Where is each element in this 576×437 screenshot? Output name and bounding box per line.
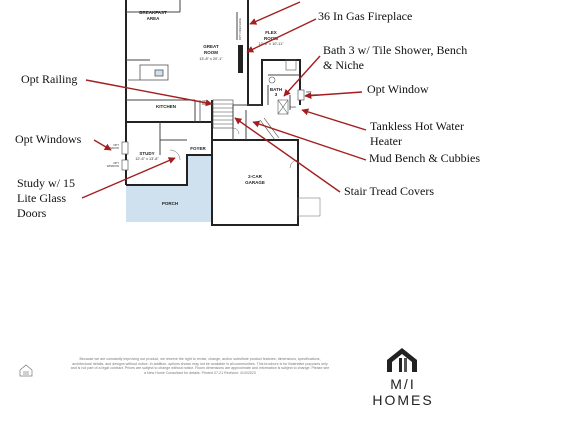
callout-opt-railing: Opt Railing xyxy=(21,72,78,86)
opt-railing-label: OPT xyxy=(202,99,208,103)
fireplace-unit xyxy=(238,45,243,73)
opt-window-left-label: OPT xyxy=(113,143,119,147)
ahu-label: AHU xyxy=(290,105,296,109)
study-dim: 12'-6" x 13'-8" xyxy=(135,157,159,161)
callout-mud-bench: Mud Bench & Cubbies xyxy=(369,151,480,165)
callout-opt-windows: Opt Windows xyxy=(15,132,82,146)
callout-stair-covers: Stair Tread Covers xyxy=(344,184,434,198)
kitchen-fixtures xyxy=(128,65,200,122)
study-label: STUDY xyxy=(139,151,155,156)
porch-label: PORCH xyxy=(161,201,179,206)
arrow-fireplace xyxy=(247,19,316,52)
opt-window-right-label-2: WINDOW xyxy=(306,93,319,97)
opt-window-right-label: OPT xyxy=(306,90,312,94)
arrow-top xyxy=(250,2,300,24)
garage-label-2: GARAGE xyxy=(245,180,265,185)
breakfast-label-2: AREA xyxy=(146,16,160,21)
garage-label: 2-CAR xyxy=(248,174,262,179)
callout-bath3 xyxy=(323,43,467,73)
bath-label: BATH xyxy=(269,87,283,92)
great-room-label-2: ROOM xyxy=(204,50,218,55)
bath-label-2: 3 xyxy=(274,92,278,97)
callout-tankless-line2: Heater xyxy=(370,134,402,148)
opt-window-left-label-2: WINDOW xyxy=(106,146,119,150)
callout-fireplace: 36 In Gas Fireplace xyxy=(318,9,413,23)
callout-study-doors-line3: Doors xyxy=(17,206,47,220)
opt-window-left2-label-2: WINDOW xyxy=(106,164,119,168)
callout-bath3-line2: & Niche xyxy=(323,58,364,72)
flex-room-dim: 12'-8" x 10'-11" xyxy=(258,42,284,46)
mi-homes-logo-icon xyxy=(387,348,417,372)
great-room-dim: 13'-8" x 20'-1" xyxy=(199,57,223,61)
callout-study-doors-line2: Lite Glass xyxy=(17,191,66,205)
callout-tankless xyxy=(370,119,464,149)
disclaimer-text: Because we are constantly improving our product, we reserve the right to revise, change, and/or substitute product features, dimensions, specifications, architectural details, and designs without notice. In addition, options shown may not be available in all communities. This brochure is for illustrative purposes only and is not part of a legal contract. Prices are subject to change without notice. Room dimensions are approximate and information is subject to change. Please see a New Home Consultant for details. Printed 07-21 Revision: 4/10/2023 xyxy=(70,357,330,375)
kitchen-label: KITCHEN xyxy=(156,104,176,109)
callout-study-doors xyxy=(17,176,75,221)
opt-fireplace-label: OPT FIREPLACE xyxy=(238,17,242,40)
breakfast-label: BREAKFAST xyxy=(139,10,167,15)
arrow-opt-windows xyxy=(94,140,111,150)
foyer-label: FOYER xyxy=(190,146,206,151)
callout-study-doors-line1: Study w/ 15 xyxy=(17,176,76,190)
arrow-tankless xyxy=(302,110,366,130)
equal-housing-icon xyxy=(20,365,32,376)
callout-opt-window: Opt Window xyxy=(367,82,429,96)
callout-tankless-line1: Tankless Hot Water xyxy=(370,119,464,133)
great-room-label: GREAT xyxy=(203,44,219,49)
flex-room-label: FLEX xyxy=(265,30,277,35)
flex-room-label-2: ROOM xyxy=(264,36,278,41)
callout-bath3-line1: Bath 3 w/ Tile Shower, Bench xyxy=(323,43,468,57)
brand-name: M/I HOMES xyxy=(372,376,434,408)
opt-railing-label-2: RAIL xyxy=(201,102,209,106)
opt-window-left2-label: OPT xyxy=(113,161,119,165)
porch-shading-side xyxy=(187,155,212,187)
